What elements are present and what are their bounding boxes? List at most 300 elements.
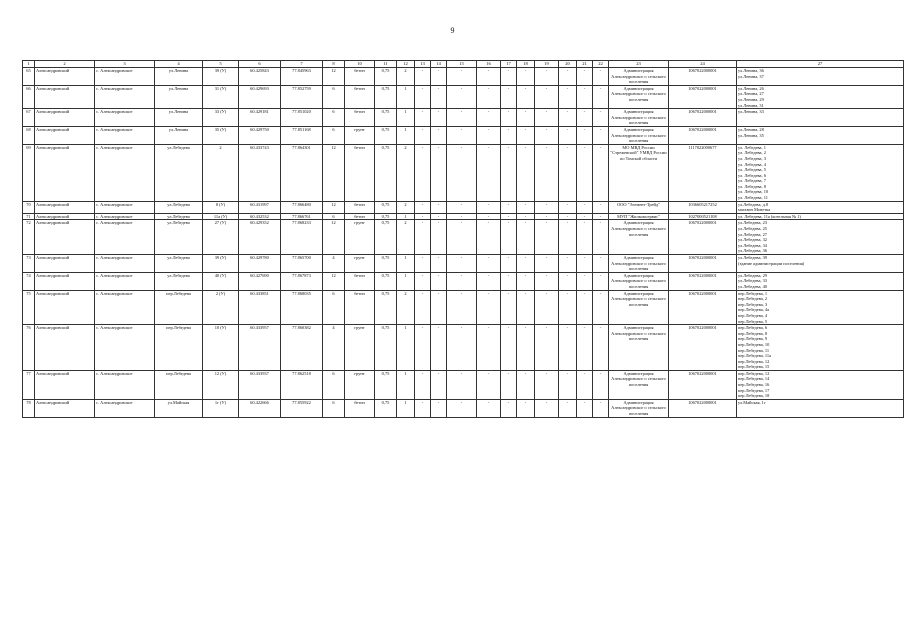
table-cell: -: [559, 109, 577, 127]
table-cell: 60.433743: [239, 144, 281, 201]
table-cell: -: [477, 213, 501, 220]
table-cell: Администрация Александровског о сельского поселения: [609, 126, 669, 144]
table-cell: -: [477, 85, 501, 108]
table-cell: -: [477, 370, 501, 399]
table-row: [23, 255, 904, 273]
table-cell: Администрация Александровског о сельского поселения: [609, 272, 669, 290]
table-cell: -: [501, 290, 517, 325]
table-cell: 1117022000677: [669, 144, 737, 201]
table-cell: с. Александровское: [95, 68, 155, 86]
column-header: 17: [501, 61, 517, 68]
table-cell: 12: [323, 220, 345, 255]
table-cell: -: [517, 144, 535, 201]
table-row: [23, 109, 904, 127]
table-cell: 60.433851: [239, 290, 281, 325]
table-cell: 77.862518: [281, 370, 323, 399]
column-header: 6: [239, 61, 281, 68]
table-cell: -: [559, 220, 577, 255]
table-row: [23, 290, 904, 325]
table-cell: -: [559, 370, 577, 399]
table-cell: 60.429780: [239, 255, 281, 273]
column-header: 13: [415, 61, 431, 68]
table-cell: грунт: [345, 370, 375, 399]
table-cell: с. Александровское: [95, 109, 155, 127]
table-cell: 1: [397, 109, 415, 127]
table-cell: -: [535, 370, 559, 399]
table-cell: -: [501, 68, 517, 86]
table-cell: 60.433937: [239, 370, 281, 399]
data-table: [22, 60, 904, 418]
table-cell: с. Александровское: [95, 220, 155, 255]
table-cell: ул.Лебедева, 29 ул.Лебедева, 33 ул.Лебедева, 40: [737, 272, 904, 290]
table-cell: 77.866761: [281, 213, 323, 220]
table-cell: -: [517, 370, 535, 399]
table-cell: Александровский: [35, 290, 95, 325]
table-cell: Администрация Александровског о сельского поселения: [609, 68, 669, 86]
table-cell: 77.852759: [281, 85, 323, 108]
table-cell: 6: [323, 370, 345, 399]
table-cell: 77.855922: [281, 399, 323, 417]
table-cell: -: [517, 201, 535, 213]
table-cell: -: [559, 399, 577, 417]
table-cell: с. Александровское: [95, 126, 155, 144]
table-cell: с. Александровское: [95, 201, 155, 213]
column-header: 2: [35, 61, 95, 68]
table-cell: -: [415, 85, 431, 108]
table-cell: -: [535, 213, 559, 220]
table-cell: ул.Лебедева: [155, 272, 203, 290]
column-header: 4: [155, 61, 203, 68]
table-cell: 1067022000001: [669, 85, 737, 108]
table-cell: -: [431, 109, 447, 127]
table-cell: Александровский: [35, 370, 95, 399]
table-cell: 0,75: [375, 220, 397, 255]
table-cell: -: [431, 85, 447, 108]
table-cell: -: [559, 144, 577, 201]
table-cell: Администрация Александровског о сельского поселения: [609, 325, 669, 371]
table-cell: МО МВД России "Стрежевской" УМВД России по Томской области: [609, 144, 669, 201]
table-cell: 77.868035: [281, 290, 323, 325]
table-cell: -: [477, 399, 501, 417]
table-cell: 77: [23, 370, 35, 399]
table-cell: -: [577, 201, 593, 213]
table-cell: 0,75: [375, 144, 397, 201]
table-cell: 77.868233: [281, 220, 323, 255]
table-cell: 1067022000001: [669, 290, 737, 325]
table-cell: -: [431, 290, 447, 325]
table-cell: -: [447, 144, 477, 201]
table-cell: ООО "Элемент-Трейд": [609, 201, 669, 213]
table-cell: -: [415, 255, 431, 273]
column-header: 22: [593, 61, 609, 68]
table-cell: с. Александровское: [95, 370, 155, 399]
table-cell: с. Александровское: [95, 272, 155, 290]
table-cell: ул.Ленина, 36 ул.Ленина, 37: [737, 68, 904, 86]
table-cell: 0,75: [375, 213, 397, 220]
table-cell: -: [431, 220, 447, 255]
page-number: 9: [450, 26, 455, 35]
table-cell: ул.Ленина: [155, 126, 203, 144]
table-cell: -: [593, 370, 609, 399]
table-cell: 69: [23, 144, 35, 201]
column-header: 19: [535, 61, 559, 68]
table-cell: -: [593, 213, 609, 220]
table-cell: 12 (У): [203, 370, 239, 399]
table-cell: -: [593, 255, 609, 273]
table-cell: ул. Лебедева, 11а (котельная № 1): [737, 213, 904, 220]
table-cell: -: [477, 126, 501, 144]
table-cell: ул.Ленина, 26 ул.Ленина, 27 ул.Ленина, 29 ул.Ленина, 31: [737, 85, 904, 108]
table-cell: 6: [323, 85, 345, 108]
table-cell: 75: [23, 290, 35, 325]
table-cell: 6: [323, 126, 345, 144]
table-cell: с. Александровское: [95, 144, 155, 201]
table-cell: 1: [397, 85, 415, 108]
table-cell: ул.Ленина: [155, 109, 203, 127]
table-cell: -: [559, 272, 577, 290]
table-cell: 2: [397, 290, 415, 325]
column-header: 23: [609, 61, 669, 68]
table-cell: -: [477, 68, 501, 86]
table-cell: 1067022000001: [669, 126, 737, 144]
table-cell: с. Александровское: [95, 85, 155, 108]
table-cell: 76: [23, 325, 35, 371]
table-cell: -: [577, 144, 593, 201]
table-cell: 1: [397, 126, 415, 144]
table-cell: 6: [323, 109, 345, 127]
table-cell: 65: [23, 68, 35, 86]
table-cell: МУП "Жилкомсервис": [609, 213, 669, 220]
column-header: 15: [447, 61, 477, 68]
table-cell: грунт: [345, 126, 375, 144]
table-cell: -: [501, 109, 517, 127]
table-cell: 60.427690: [239, 272, 281, 290]
table-cell: Александровский: [35, 144, 95, 201]
table-cell: -: [477, 201, 501, 213]
table-cell: ул.Лебедева: [155, 220, 203, 255]
table-cell: 2 (У): [203, 290, 239, 325]
table-cell: -: [535, 126, 559, 144]
table-cell: 1: [397, 370, 415, 399]
table-cell: 2: [397, 201, 415, 213]
table-cell: 1: [397, 213, 415, 220]
table-cell: -: [447, 290, 477, 325]
table-cell: 4: [323, 325, 345, 371]
table-cell: ул.Лебедева, 39 (здание администрации поселения): [737, 255, 904, 273]
table-cell: Александровский: [35, 399, 95, 417]
table-cell: -: [415, 126, 431, 144]
table-cell: -: [577, 370, 593, 399]
table-cell: 2: [397, 220, 415, 255]
table-cell: -: [559, 68, 577, 86]
table-cell: -: [559, 213, 577, 220]
table-cell: 27 (У): [203, 220, 239, 255]
table-cell: -: [501, 399, 517, 417]
table-cell: 6: [323, 213, 345, 220]
column-header: 8: [323, 61, 345, 68]
table-cell: -: [431, 201, 447, 213]
table-cell: -: [577, 255, 593, 273]
table-cell: -: [447, 325, 477, 371]
table-cell: 1067022000001: [669, 220, 737, 255]
column-header: 14: [431, 61, 447, 68]
column-header: 11: [375, 61, 397, 68]
table-cell: -: [593, 144, 609, 201]
table-cell: -: [535, 290, 559, 325]
table-row: [23, 201, 904, 213]
table-cell: -: [501, 272, 517, 290]
table-cell: -: [577, 213, 593, 220]
table-cell: -: [593, 290, 609, 325]
table-cell: 60.432532: [239, 213, 281, 220]
column-header: 18: [517, 61, 535, 68]
table-cell: 1067022000001: [669, 109, 737, 127]
table-cell: 12: [323, 201, 345, 213]
table-cell: 31 (У): [203, 85, 239, 108]
table-cell: -: [577, 126, 593, 144]
table-cell: -: [593, 399, 609, 417]
table-cell: -: [447, 272, 477, 290]
table-cell: 33 (У): [203, 109, 239, 127]
table-cell: -: [501, 325, 517, 371]
table-cell: -: [447, 109, 477, 127]
table-cell: ул.Лебедева, д.8 магазин Монетка: [737, 201, 904, 213]
table-cell: бетон: [345, 85, 375, 108]
table-cell: 77.845963: [281, 68, 323, 86]
table-cell: -: [535, 399, 559, 417]
table-cell: 1067022000001: [669, 325, 737, 371]
table-cell: -: [535, 255, 559, 273]
table-cell: -: [415, 68, 431, 86]
table-cell: -: [535, 109, 559, 127]
table-cell: грунт: [345, 255, 375, 273]
table-cell: -: [517, 272, 535, 290]
table-cell: -: [415, 370, 431, 399]
table-cell: -: [517, 220, 535, 255]
table-cell: 1067022000001: [669, 272, 737, 290]
table-row: [23, 399, 904, 417]
table-cell: -: [415, 220, 431, 255]
table-cell: 40 (У): [203, 272, 239, 290]
table-cell: 60.433957: [239, 325, 281, 371]
column-header: 3: [95, 61, 155, 68]
table-cell: бетон: [345, 201, 375, 213]
table-cell: -: [593, 272, 609, 290]
table-cell: -: [535, 201, 559, 213]
table-cell: -: [535, 85, 559, 108]
table-cell: 39 (У): [203, 68, 239, 86]
table-cell: -: [501, 144, 517, 201]
table-cell: -: [559, 85, 577, 108]
table-cell: 1067022000001: [669, 399, 737, 417]
table-cell: -: [535, 68, 559, 86]
table-cell: бетон: [345, 290, 375, 325]
table-cell: 10 (У): [203, 325, 239, 371]
table-cell: ул.Лебедева: [155, 255, 203, 273]
table-cell: 1027000521108: [669, 213, 737, 220]
table-row: [23, 85, 904, 108]
table-cell: ул.Майская: [155, 399, 203, 417]
table-cell: -: [517, 213, 535, 220]
table-cell: бетон: [345, 272, 375, 290]
table-cell: 0,75: [375, 399, 397, 417]
table-cell: -: [501, 370, 517, 399]
table-cell: 1г (У): [203, 399, 239, 417]
table-cell: 60.429352: [239, 220, 281, 255]
column-header: 27: [737, 61, 904, 68]
table-cell: 77.864301: [281, 144, 323, 201]
table-cell: Александровский: [35, 201, 95, 213]
table-cell: 1: [397, 255, 415, 273]
table-cell: 60.431997: [239, 201, 281, 213]
table-cell: -: [447, 85, 477, 108]
table-cell: бетон: [345, 213, 375, 220]
table-cell: -: [559, 290, 577, 325]
table-cell: -: [477, 272, 501, 290]
table-cell: 8 (У): [203, 201, 239, 213]
table-cell: -: [477, 144, 501, 201]
table-cell: -: [431, 126, 447, 144]
table-cell: -: [535, 220, 559, 255]
table-cell: 2: [397, 68, 415, 86]
table-cell: 4: [323, 255, 345, 273]
table-cell: -: [477, 255, 501, 273]
table-cell: ул.Лебедева, 23 ул.Лебедева, 25 ул.Лебедева, 27 ул.Лебедева, 32 ул.Лебедева, 34 ул.Лебедева, 36: [737, 220, 904, 255]
table-cell: -: [517, 109, 535, 127]
table-cell: с. Александровское: [95, 255, 155, 273]
table-header-row: [23, 61, 904, 68]
table-cell: 0,75: [375, 370, 397, 399]
table-cell: Александровский: [35, 325, 95, 371]
table-cell: ул.Майская, 1г: [737, 399, 904, 417]
table-row: [23, 220, 904, 255]
table-cell: 0,75: [375, 272, 397, 290]
table-cell: с. Александровское: [95, 290, 155, 325]
table-cell: ул. Лебедева, 1 ул. Лебедева, 2 ул. Лебедева, 3 ул. Лебедева, 4 ул. Лебедева, 5 ул. Лебедева, 6 ул. Лебедева, 7 ул. Лебедева, 8 ул. Лебедева, 10 ул. Лебедева, 11: [737, 144, 904, 201]
table-cell: 1067022000001: [669, 68, 737, 86]
table-cell: бетон: [345, 109, 375, 127]
table-cell: 12: [323, 272, 345, 290]
table-cell: -: [431, 255, 447, 273]
table-cell: 72: [23, 220, 35, 255]
table-cell: 2: [397, 144, 415, 201]
table-cell: Администрация Александровског о сельского поселения: [609, 220, 669, 255]
table-cell: -: [431, 399, 447, 417]
table-cell: -: [501, 220, 517, 255]
table-cell: ул.Ленина, 28 ул.Ленина, 35: [737, 126, 904, 144]
table-cell: пер.Лебедева, 6 пер.Лебедева, 8 пер.Лебедева, 9 пер.Лебедева, 10 пер.Лебедева, 11 пер.Лебедева, 11а пер.Лебедева, 12 пер.Лебедева, 15: [737, 325, 904, 371]
table-cell: 70: [23, 201, 35, 213]
table-cell: Александровский: [35, 213, 95, 220]
table-row: [23, 370, 904, 399]
table-cell: -: [517, 255, 535, 273]
table-cell: 77.851168: [281, 126, 323, 144]
table-cell: 1067022000001: [669, 255, 737, 273]
table-cell: Александровский: [35, 126, 95, 144]
column-header: 12: [397, 61, 415, 68]
table-cell: Александровский: [35, 272, 95, 290]
table-cell: -: [501, 85, 517, 108]
table-cell: -: [501, 126, 517, 144]
table-cell: -: [415, 290, 431, 325]
table-cell: -: [559, 126, 577, 144]
table-cell: -: [431, 325, 447, 371]
table-cell: Администрация Александровског о сельского поселения: [609, 85, 669, 108]
table-cell: с. Александровское: [95, 213, 155, 220]
table-cell: -: [517, 399, 535, 417]
table-cell: 60.422666: [239, 399, 281, 417]
table-cell: -: [415, 213, 431, 220]
table-cell: -: [447, 126, 477, 144]
table-cell: 77.865700: [281, 255, 323, 273]
table-cell: 74: [23, 272, 35, 290]
table-cell: Александровский: [35, 68, 95, 86]
table-cell: Администрация Александровског о сельского поселения: [609, 109, 669, 127]
table-cell: Администрация Александровског о сельского поселения: [609, 370, 669, 399]
table-cell: -: [477, 290, 501, 325]
table-row: [23, 272, 904, 290]
table-cell: 1: [397, 272, 415, 290]
table-cell: -: [415, 272, 431, 290]
table-cell: -: [431, 68, 447, 86]
table-cell: -: [447, 68, 477, 86]
table-cell: -: [447, 399, 477, 417]
table-cell: 77.860382: [281, 325, 323, 371]
table-cell: 0,75: [375, 85, 397, 108]
table-cell: -: [577, 272, 593, 290]
column-header: 21: [577, 61, 593, 68]
table-cell: 12: [323, 68, 345, 86]
table-cell: -: [415, 399, 431, 417]
table-cell: -: [447, 213, 477, 220]
table-cell: 60.425843: [239, 68, 281, 86]
table-cell: -: [447, 201, 477, 213]
table-cell: -: [517, 68, 535, 86]
table-row: [23, 325, 904, 371]
table-cell: -: [477, 325, 501, 371]
table-cell: -: [517, 126, 535, 144]
column-header: 24: [669, 61, 737, 68]
table-row: [23, 126, 904, 144]
table-cell: -: [577, 85, 593, 108]
table-cell: ул.Ленина: [155, 85, 203, 108]
table-cell: 60.429750: [239, 126, 281, 144]
table-cell: ул.Лебедева: [155, 213, 203, 220]
table-cell: -: [593, 220, 609, 255]
table-cell: -: [559, 325, 577, 371]
table-cell: -: [593, 325, 609, 371]
table-cell: -: [593, 68, 609, 86]
column-header: 10: [345, 61, 375, 68]
table-cell: -: [577, 399, 593, 417]
table-cell: 0,75: [375, 290, 397, 325]
table-cell: 1067022000001: [669, 370, 737, 399]
column-header: 16: [477, 61, 501, 68]
table-cell: -: [593, 126, 609, 144]
table-cell: Александровский: [35, 109, 95, 127]
table-row: [23, 144, 904, 201]
column-header: 20: [559, 61, 577, 68]
table-cell: 67: [23, 109, 35, 127]
table-cell: Администрация Александровског о сельского поселения: [609, 399, 669, 417]
table-cell: -: [415, 325, 431, 371]
table-cell: 12: [323, 144, 345, 201]
table-cell: 35 (У): [203, 126, 239, 144]
column-header: 7: [281, 61, 323, 68]
table-cell: 6: [323, 399, 345, 417]
table-cell: пер.Лебедева, 12 пер.Лебедева, 14 пер.Лебедева, 16 пер.Лебедева, 17 пер.Лебедева, 18: [737, 370, 904, 399]
table-cell: -: [535, 144, 559, 201]
